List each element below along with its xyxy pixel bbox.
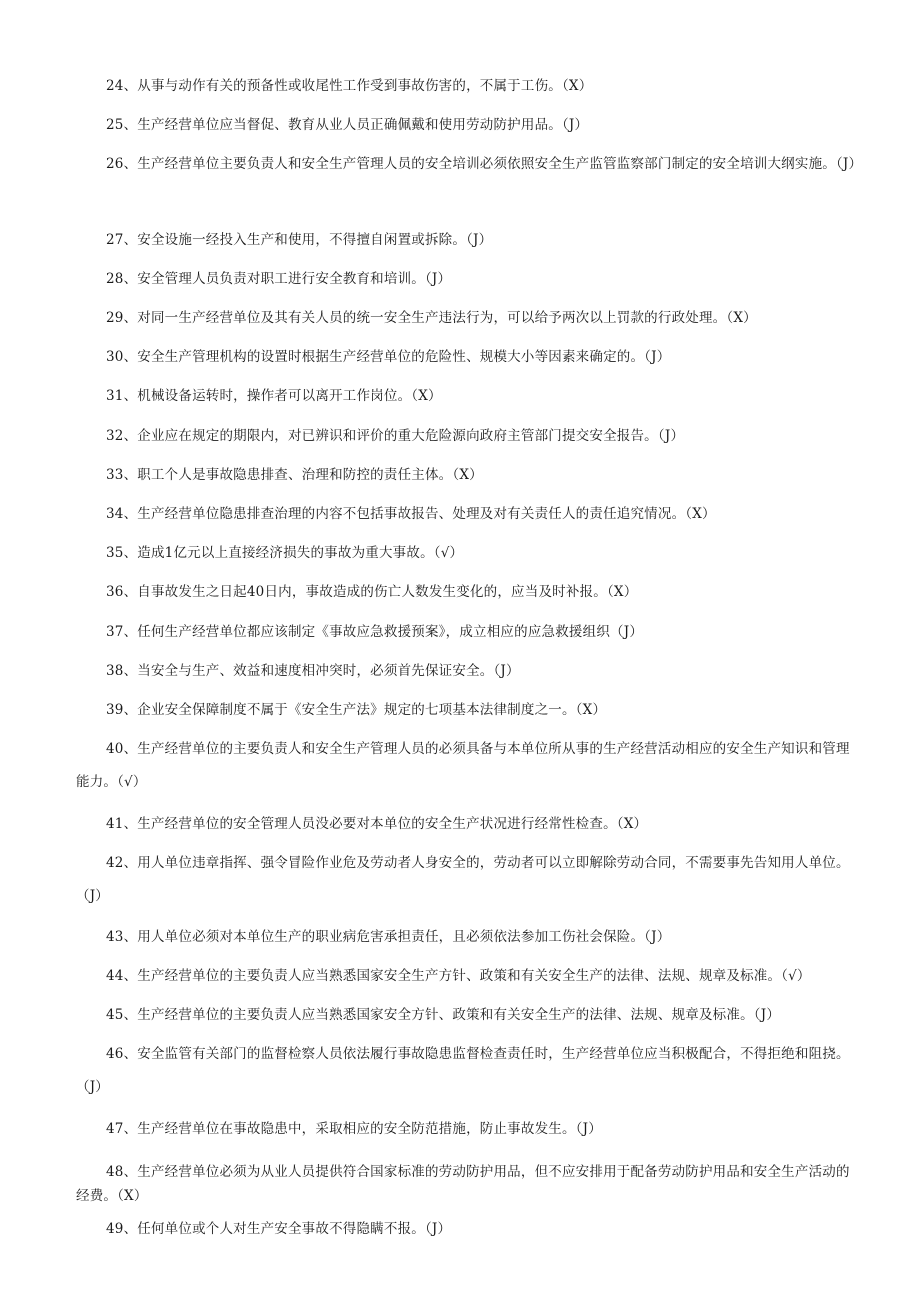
question-item-33: 33、职工个人是事故隐患排查、治理和防控的责任主体。（X） <box>106 467 483 483</box>
question-item-27: 27、安全设施一经投入生产和使用，不得擅自闲置或拆除。（J） <box>106 232 493 248</box>
question-item-43: 43、用人单位必须对本单位生产的职业病危害承担责任，且必须依法参加工伤社会保险。（J） <box>106 929 671 945</box>
question-item-29: 29、对同一生产经营单位及其有关人员的统一安全生产违法行为，可以给予两次以上罚款的行政处理。（X） <box>106 310 757 326</box>
question-item-28: 28、安全管理人员负责对职工进行安全教育和培训。（J） <box>106 271 452 287</box>
question-item-35: 35、造成1亿元以上直接经济损失的事故为重大事故。（√） <box>106 545 464 561</box>
question-item-38: 38、当安全与生产、效益和速度相冲突时，必须首先保证安全。（J） <box>106 663 520 679</box>
question-item-40: 40、生产经营单位的主要负责人和安全生产管理人员的必须具备与本单位所从事的生产经营活动相应的安全生产知识和管理能力。（√） <box>76 741 850 790</box>
question-item-44: 44、生产经营单位的主要负责人应当熟悉国家安全生产方针、政策和有关安全生产的法律、法规、规章及标准。（√） <box>106 968 811 984</box>
question-item-30: 30、安全生产管理机构的设置时根据生产经营单位的危险性、规模大小等因素来确定的。（J） <box>106 349 671 365</box>
question-item-25: 25、生产经营单位应当督促、教育从业人员正确佩戴和使用劳动防护用品。（J） <box>106 117 589 133</box>
question-item-47: 47、生产经营单位在事故隐患中，采取相应的安全防范措施，防止事故发生。（J） <box>106 1121 602 1137</box>
question-item-26: 26、生产经营单位主要负责人和安全生产管理人员的安全培训必须依照安全生产监管监察部门制定的安全培训大纲实施。（J） <box>106 156 863 172</box>
question-item-24: 24、从事与动作有关的预备性或收尾性工作受到事故伤害的，不属于工伤。（X） <box>106 78 593 94</box>
question-item-36: 36、自事故发生之日起40日内，事故造成的伤亡人数发生变化的，应当及时补报。（X） <box>106 584 638 600</box>
question-item-31: 31、机械设备运转时，操作者可以离开工作岗位。（X） <box>106 388 442 404</box>
question-item-32: 32、企业应在规定的期限内，对已辨识和评价的重大危险源向政府主管部门提交安全报告。（J） <box>106 428 685 444</box>
question-item-41: 41、生产经营单位的安全管理人员没必要对本单位的安全生产状况进行经常性检查。（X） <box>106 816 648 832</box>
question-item-48: 48、生产经营单位必须为从业人员提供符合国家标准的劳动防护用品，但不应安排用于配备劳动防护用品和安全生产活动的经费。（X） <box>76 1164 850 1204</box>
question-item-34: 34、生产经营单位隐患排查治理的内容不包括事故报告、处理及对有关责任人的责任追究情况。（X） <box>106 506 716 522</box>
question-item-42: 42、用人单位违章指挥、强令冒险作业危及劳动者人身安全的，劳动者可以立即解除劳动合同，不需要事先告知用人单位。（J） <box>76 855 850 904</box>
question-item-45: 45、生产经营单位的主要负责人应当熟悉国家安全方针、政策和有关安全生产的法律、法规、规章及标准。（J） <box>106 1007 781 1023</box>
question-item-37: 37、任何生产经营单位都应该制定《事故应急救援预案》，成立相应的应急救援组织（J） <box>106 624 644 640</box>
question-item-49: 49、任何单位或个人对生产安全事故不得隐瞒不报。（J） <box>106 1221 452 1237</box>
question-item-46: 46、安全监管有关部门的监督检察人员依法履行事故隐患监督检查责任时，生产经营单位应当积极配合，不得拒绝和阻挠。（J） <box>76 1046 850 1095</box>
question-item-39: 39、企业安全保障制度不属于《安全生产法》规定的七项基本法律制度之一。（X） <box>106 702 607 718</box>
